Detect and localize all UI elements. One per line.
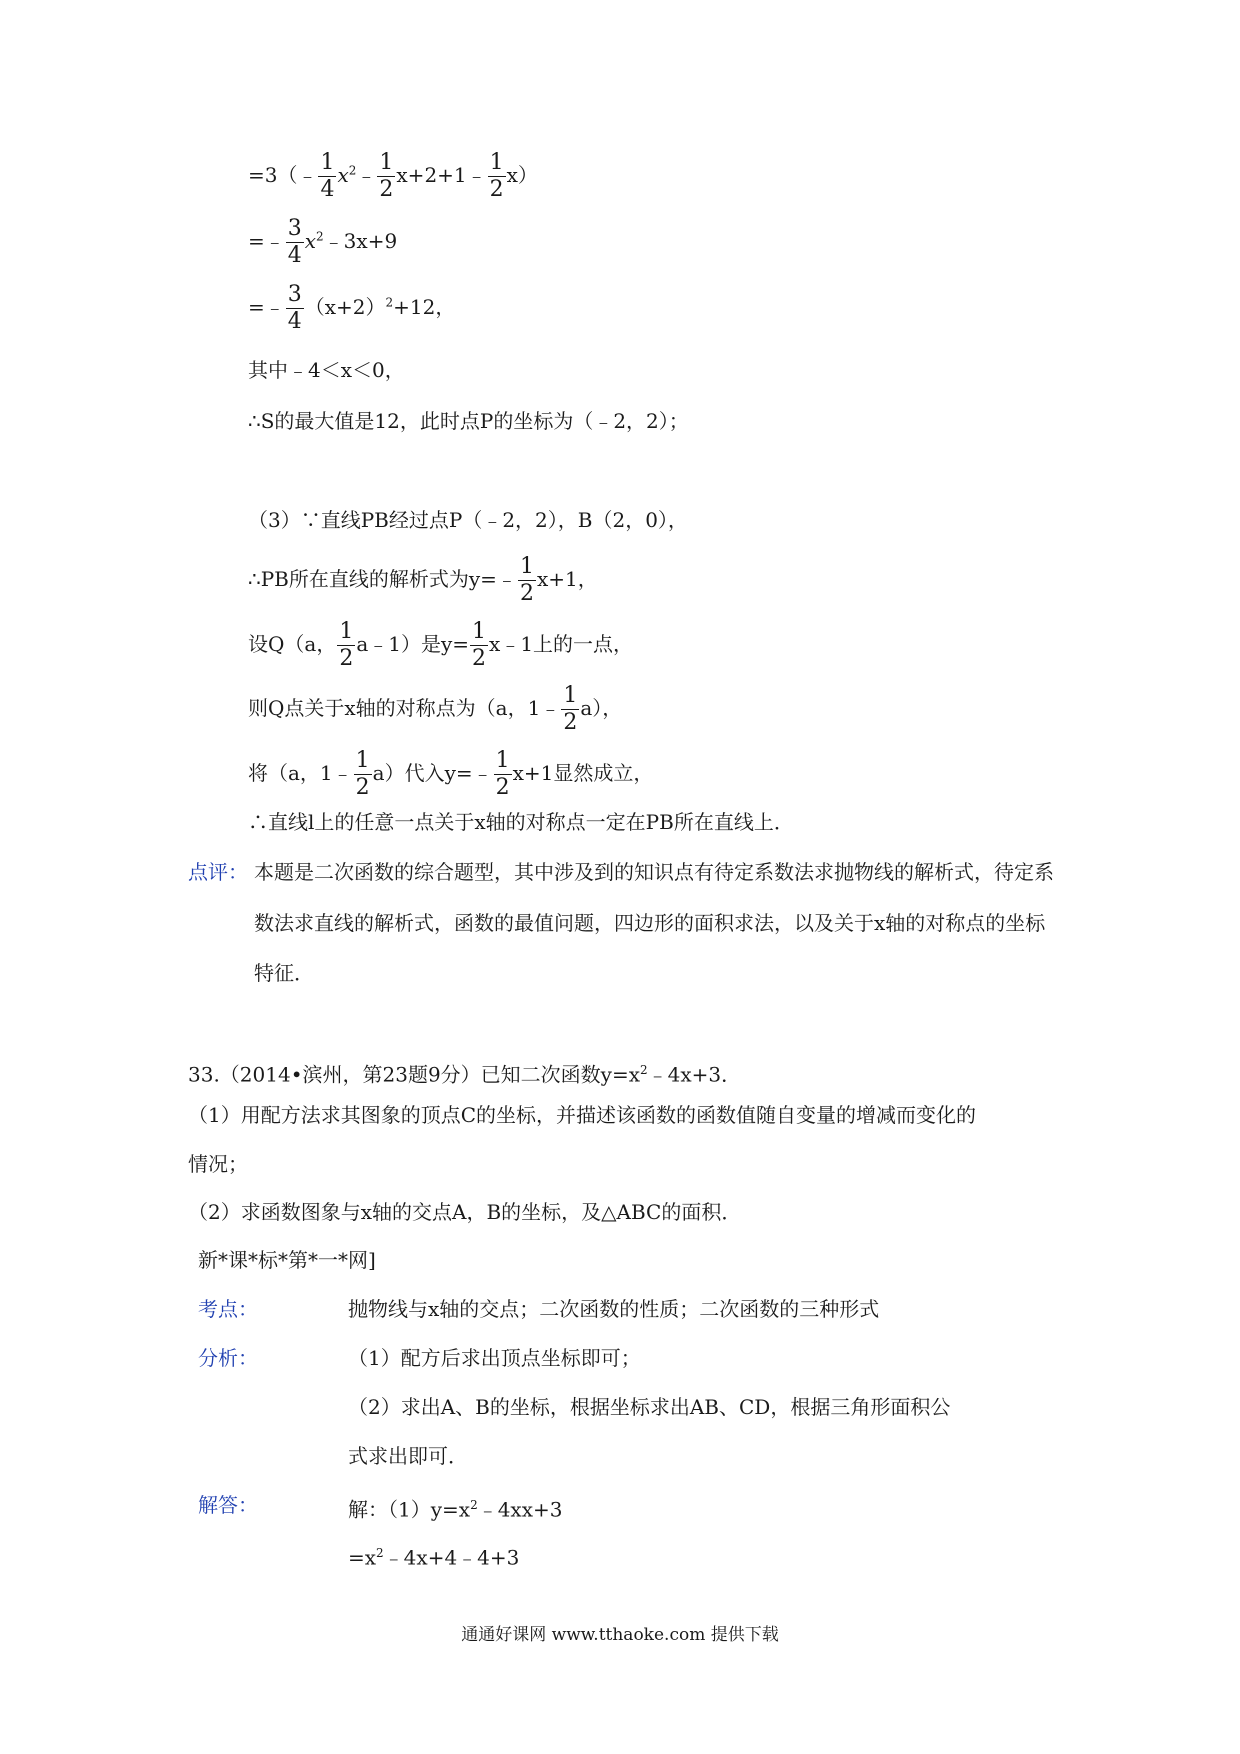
numerator: 1 xyxy=(320,150,335,175)
fraction xyxy=(518,556,536,605)
text-seg: ﹣4x+4﹣4+3 xyxy=(383,1545,520,1570)
text-seg: =3（﹣ xyxy=(248,163,318,187)
jieda-line-1 xyxy=(348,1491,562,1524)
denominator: 4 xyxy=(287,243,302,268)
text-seg: 则Q点关于x轴的对称点为（a，1﹣ xyxy=(248,696,561,720)
jieda-label: 解答： xyxy=(198,1493,258,1517)
numerator: 1 xyxy=(495,748,510,773)
source-note: 新*课*标*第*一*网] xyxy=(198,1248,376,1272)
math-line-1 xyxy=(248,152,538,201)
exponent: 2 xyxy=(385,295,394,310)
denominator: 2 xyxy=(489,177,504,202)
fraction xyxy=(488,152,506,201)
numerator: 1 xyxy=(563,683,578,708)
text-seg: x+1， xyxy=(536,567,598,591)
text-seg: 33.（2014•滨州，第23题9分）已知二次函数y=x xyxy=(188,1062,641,1087)
review-line-2: 数法求直线的解析式，函数的最值问题，四边形的面积求法，以及关于x轴的对称点的坐标 xyxy=(254,911,1046,935)
fenxi-line-3: 式求出即可． xyxy=(348,1444,468,1468)
math-line-10 xyxy=(248,750,653,799)
fraction xyxy=(354,750,372,799)
fraction xyxy=(494,750,512,799)
numerator: 3 xyxy=(287,282,302,307)
math-line-3 xyxy=(248,284,455,333)
text-seg: +12， xyxy=(393,295,456,319)
fraction xyxy=(286,218,304,267)
review-label: 点评： xyxy=(188,860,248,884)
review-line-1: 本题是二次函数的综合题型，其中涉及到的知识点有待定系数法求抛物线的解析式，待定系 xyxy=(254,860,1054,884)
math-line-6: （3）∵直线PB经过点P（﹣2，2），B（2，0）， xyxy=(248,508,688,532)
denominator: 4 xyxy=(320,177,335,202)
fraction xyxy=(318,152,336,201)
numerator: 1 xyxy=(379,150,394,175)
variable: x xyxy=(337,163,349,187)
denominator: 2 xyxy=(519,581,534,606)
text-seg: ∴PB所在直线的解析式为y=﹣ xyxy=(248,567,517,591)
question-33-part1-cont: 情况； xyxy=(188,1152,248,1176)
exponent: 2 xyxy=(376,1546,384,1560)
fraction xyxy=(377,152,395,201)
denominator: 4 xyxy=(287,309,302,334)
fenxi-label: 分析： xyxy=(198,1346,258,1370)
text-seg: a﹣1）是y= xyxy=(356,632,470,656)
text-seg: x﹣1上的一点， xyxy=(489,632,634,656)
text-seg: 解：（1）y=x xyxy=(348,1497,471,1522)
numerator: 3 xyxy=(287,216,302,241)
text-seg: =﹣ xyxy=(248,295,285,319)
text-seg: ﹣3x+9 xyxy=(323,229,398,253)
numerator: 1 xyxy=(355,748,370,773)
math-line-11: ∴直线l上的任意一点关于x轴的对称点一定在PB所在直线上． xyxy=(248,810,794,834)
question-33-heading xyxy=(188,1056,741,1089)
numerator: 1 xyxy=(339,619,354,644)
text-seg: =﹣ xyxy=(248,229,285,253)
text-seg: x） xyxy=(506,163,538,187)
text-seg: ﹣4xx+3 xyxy=(477,1497,563,1522)
denominator: 2 xyxy=(472,646,487,671)
exponent: 2 xyxy=(316,229,324,244)
numerator: 1 xyxy=(472,619,487,644)
math-line-8 xyxy=(248,621,633,670)
text-seg: 将（a，1﹣ xyxy=(248,761,353,785)
numerator: 1 xyxy=(519,554,534,579)
text-seg: x+1显然成立， xyxy=(512,761,654,785)
denominator: 2 xyxy=(339,646,354,671)
text-seg: =x xyxy=(348,1545,377,1570)
math-line-4: 其中﹣4＜x＜0， xyxy=(248,358,405,382)
fraction xyxy=(337,621,355,670)
denominator: 2 xyxy=(563,710,578,735)
exponent: 2 xyxy=(640,1063,648,1077)
footer: 通通好课网 www.tthaoke.com 提供下载 xyxy=(461,1625,779,1645)
text-seg: x+2+1﹣ xyxy=(396,163,487,187)
text-seg: ﹣ xyxy=(356,163,377,187)
question-33-part1: （1）用配方法求其图象的顶点C的坐标，并描述该函数的函数值随自变量的增减而变化的 xyxy=(188,1103,977,1127)
denominator: 2 xyxy=(379,177,394,202)
variable: x xyxy=(304,229,317,253)
text-seg: 设Q（a， xyxy=(248,632,337,656)
math-line-2 xyxy=(248,218,397,267)
fraction xyxy=(561,685,579,734)
exponent: 2 xyxy=(470,1498,478,1512)
fenxi-line-1: （1）配方后求出顶点坐标即可； xyxy=(348,1346,641,1370)
math-line-7 xyxy=(248,556,598,605)
text-seg: a）代入y=﹣ xyxy=(372,761,493,785)
fenxi-line-2: （2）求出A、B的坐标，根据坐标求出AB、CD，根据三角形面积公 xyxy=(348,1395,951,1419)
text-seg: ﹣4x+3． xyxy=(647,1062,742,1087)
review-line-3: 特征． xyxy=(254,961,314,985)
denominator: 2 xyxy=(355,775,370,800)
math-line-5: ∴S的最大值是12，此时点P的坐标为（﹣2，2）； xyxy=(248,409,689,433)
fraction xyxy=(470,621,488,670)
numerator: 1 xyxy=(489,150,504,175)
math-line-9 xyxy=(248,685,622,734)
jieda-line-2 xyxy=(348,1539,519,1572)
kaodian-label: 考点： xyxy=(198,1297,258,1321)
kaodian-text: 抛物线与x轴的交点；二次函数的性质；二次函数的三种形式 xyxy=(348,1297,880,1321)
denominator: 2 xyxy=(495,775,510,800)
text-seg: （x+2） xyxy=(304,295,386,319)
text-seg: a）， xyxy=(580,696,623,720)
question-33-part2: （2）求函数图象与x轴的交点A，B的坐标，及△ABC的面积． xyxy=(188,1200,742,1224)
exponent: 2 xyxy=(348,163,357,178)
fraction xyxy=(286,284,304,333)
